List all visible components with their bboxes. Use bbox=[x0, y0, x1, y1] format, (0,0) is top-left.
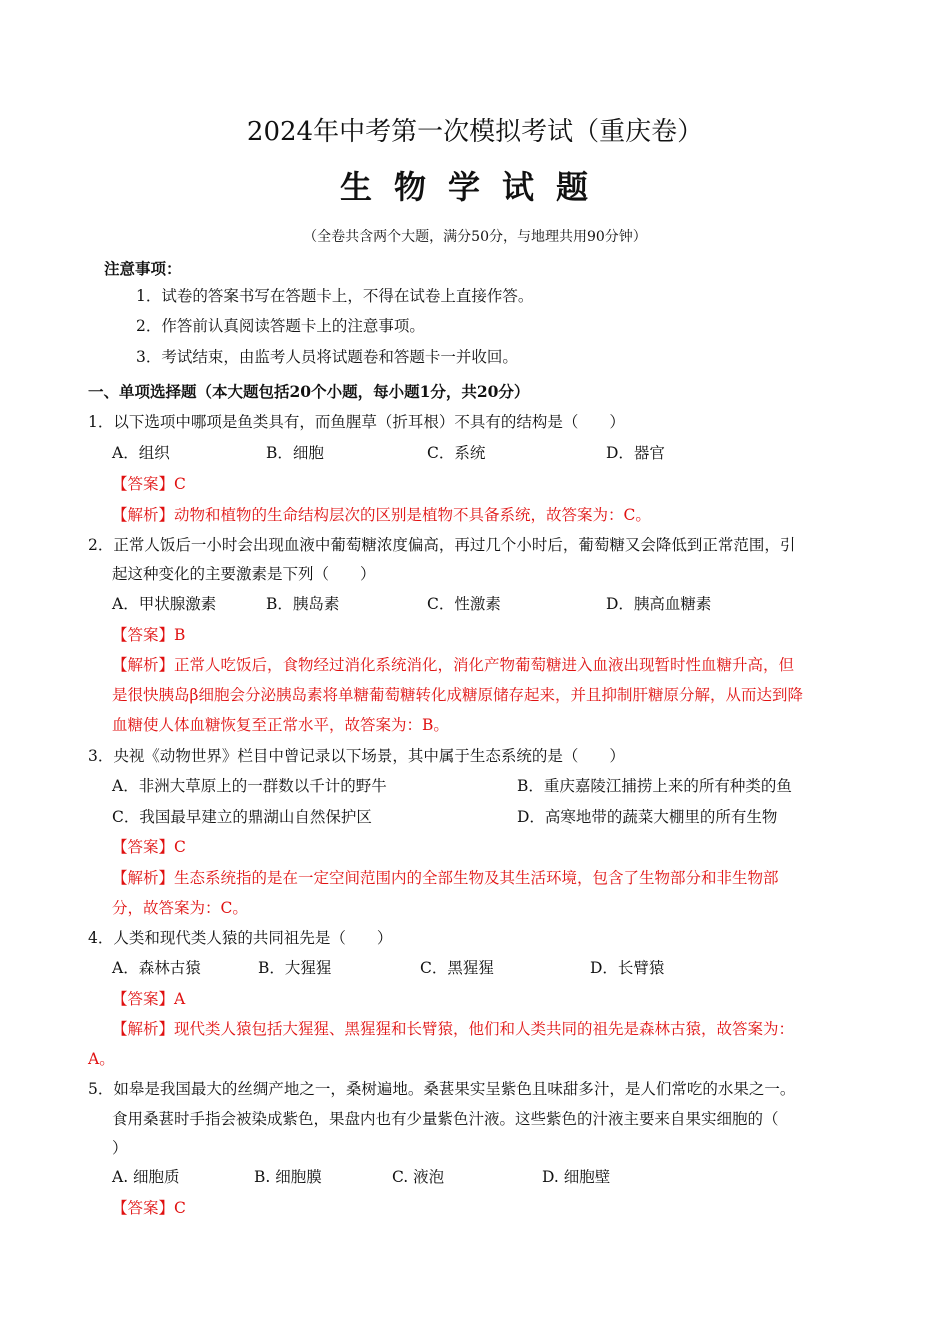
answer: 【答案】A bbox=[112, 990, 186, 1008]
analysis: 血糖使人体血糖恢复至正常水平，故答案为：B。 bbox=[112, 716, 449, 734]
option-d: D．高寒地带的蔬菜大棚里的所有生物 bbox=[517, 808, 778, 826]
option-c: C. 液泡 bbox=[392, 1168, 445, 1186]
option-d: D．器官 bbox=[606, 444, 665, 462]
analysis: 【解析】动物和植物的生命结构层次的区别是植物不具备系统，故答案为：C。 bbox=[112, 506, 651, 524]
option-a: A. 细胞质 bbox=[112, 1168, 180, 1186]
question-stem: 起这种变化的主要激素是下列（ ） bbox=[112, 565, 376, 583]
question-stem: 1．以下选项中哪项是鱼类具有，而鱼腥草（折耳根）不具有的结构是（ ） bbox=[88, 413, 625, 431]
option-d: D．胰高血糖素 bbox=[606, 595, 712, 613]
analysis: 是很快胰岛β细胞会分泌胰岛素将单糖葡萄糖转化成糖原储存起来，并且抑制肝糖原分解，从而达到降 bbox=[112, 686, 803, 704]
answer: 【答案】C bbox=[112, 838, 186, 856]
exam-note: （全卷共含两个大题，满分50分，与地理共用90分钟） bbox=[303, 229, 647, 245]
option-b: B．胰岛素 bbox=[266, 595, 340, 613]
question-stem: 3．央视《动物世界》栏目中曾记录以下场景，其中属于生态系统的是（ ） bbox=[88, 747, 625, 765]
question-stem: ） bbox=[112, 1139, 128, 1157]
option-a: A．甲状腺激素 bbox=[112, 595, 217, 613]
option-c: C．系统 bbox=[427, 444, 486, 462]
option-c: C．性激素 bbox=[427, 595, 501, 613]
notice-item: 1．试卷的答案书写在答题卡上，不得在试卷上直接作答。 bbox=[136, 287, 534, 305]
option-a: A．组织 bbox=[112, 444, 170, 462]
answer: 【答案】C bbox=[112, 475, 186, 493]
option-d: D．长臂猿 bbox=[590, 959, 665, 977]
option-b: B．细胞 bbox=[266, 444, 324, 462]
exam-title: 2024年中考第一次模拟考试（重庆卷） bbox=[246, 117, 704, 147]
question-stem: 5．如皋是我国最大的丝绸产地之一，桑树遍地。桑葚果实呈紫色且味甜多汁，是人们常吃的水果之一。 bbox=[88, 1080, 796, 1098]
notice-item: 3．考试结束，由监考人员将试题卷和答题卡一并收回。 bbox=[136, 348, 518, 366]
section-heading: 一、单项选择题（本大题包括20个小题，每小题1分，共20分） bbox=[88, 382, 530, 401]
answer: 【答案】C bbox=[112, 1199, 186, 1217]
answer: 【答案】B bbox=[112, 626, 186, 644]
notice-item: 2．作答前认真阅读答题卡上的注意事项。 bbox=[136, 317, 425, 335]
subject-title: 生物学试题 bbox=[339, 168, 610, 206]
analysis: 【解析】生态系统指的是在一定空间范围内的全部生物及其生活环境，包含了生物部分和非生物部 bbox=[112, 869, 779, 887]
option-c: C．我国最早建立的鼎湖山自然保护区 bbox=[112, 808, 372, 826]
option-d: D. 细胞壁 bbox=[542, 1168, 611, 1186]
notice-heading: 注意事项： bbox=[104, 259, 182, 278]
question-stem: 食用桑葚时手指会被染成紫色，果盘内也有少量紫色汁液。这些紫色的汁液主要来自果实细胞的（ bbox=[112, 1110, 779, 1128]
option-b: B．大猩猩 bbox=[258, 959, 332, 977]
analysis: 分，故答案为：C。 bbox=[112, 899, 248, 917]
question-stem: 4．人类和现代类人猿的共同祖先是（ ） bbox=[88, 929, 393, 947]
option-b: B．重庆嘉陵江捕捞上来的所有种类的鱼 bbox=[517, 777, 792, 795]
option-a: A．森林古猿 bbox=[112, 959, 201, 977]
analysis: A。 bbox=[88, 1050, 115, 1068]
question-stem: 2．正常人饭后一小时会出现血液中葡萄糖浓度偏高，再过几个小时后，葡萄糖又会降低到正常范围，引 bbox=[88, 536, 796, 554]
option-a: A．非洲大草原上的一群数以千计的野牛 bbox=[112, 777, 387, 795]
analysis: 【解析】现代类人猿包括大猩猩、黑猩猩和长臂猿，他们和人类共同的祖先是森林古猿，故答案为： bbox=[112, 1020, 795, 1038]
analysis: 【解析】正常人吃饭后，食物经过消化系统消化，消化产物葡萄糖进入血液出现暂时性血糖升高，但 bbox=[112, 656, 795, 674]
option-c: C．黑猩猩 bbox=[420, 959, 494, 977]
option-b: B. 细胞膜 bbox=[254, 1168, 322, 1186]
